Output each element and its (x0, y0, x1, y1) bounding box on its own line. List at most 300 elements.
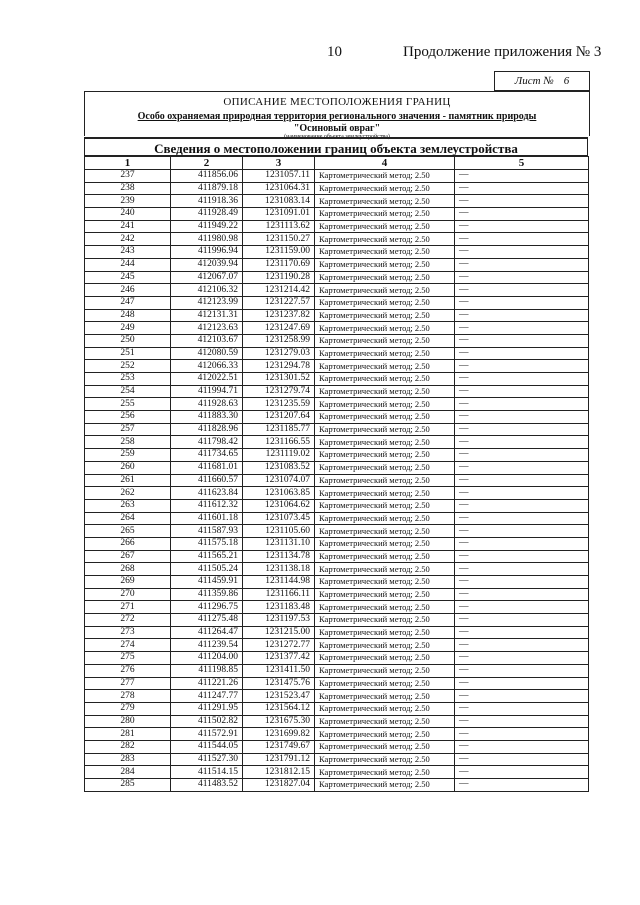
x-coordinate-cell: 411612.32 (171, 499, 243, 512)
x-coordinate-cell: 411798.42 (171, 436, 243, 449)
description-cell: — (455, 208, 589, 221)
table-row (85, 195, 589, 208)
point-number-cell: 272 (85, 614, 171, 627)
method-cell: Картометрический метод; 2.50 (315, 499, 455, 512)
point-number-cell: 279 (85, 702, 171, 715)
point-number-cell: 249 (85, 322, 171, 335)
method-cell: Картометрический метод; 2.50 (315, 170, 455, 183)
y-coordinate-cell: 1231064.62 (243, 499, 315, 512)
appendix-title: Продолжение приложения № 3 (403, 44, 602, 60)
y-coordinate-cell: 1231791.12 (243, 753, 315, 766)
x-coordinate-cell: 411275.48 (171, 614, 243, 627)
y-coordinate-cell: 1231190.28 (243, 271, 315, 284)
y-coordinate-cell: 1231812.15 (243, 766, 315, 779)
method-cell: Картометрический метод; 2.50 (315, 487, 455, 500)
y-coordinate-cell: 1231214.42 (243, 284, 315, 297)
method-cell: Картометрический метод; 2.50 (315, 525, 455, 538)
table-row (85, 588, 589, 601)
method-cell: Картометрический метод; 2.50 (315, 766, 455, 779)
y-coordinate-cell: 1231301.52 (243, 373, 315, 386)
x-coordinate-cell: 411996.94 (171, 246, 243, 259)
y-coordinate-cell: 1231294.78 (243, 360, 315, 373)
description-cell: — (455, 677, 589, 690)
description-cell: — (455, 385, 589, 398)
description-cell: — (455, 461, 589, 474)
x-coordinate-cell: 411601.18 (171, 512, 243, 525)
table-row (85, 537, 589, 550)
method-cell: Картометрический метод; 2.50 (315, 512, 455, 525)
x-coordinate-cell: 412022.51 (171, 373, 243, 386)
point-number-cell: 237 (85, 170, 171, 183)
description-cell: — (455, 779, 589, 792)
point-number-cell: 274 (85, 639, 171, 652)
description-cell: — (455, 423, 589, 436)
table-row (85, 246, 589, 259)
table-row (85, 512, 589, 525)
table-row (85, 677, 589, 690)
column-header: 2 (171, 157, 243, 170)
document-header (84, 91, 590, 140)
table-row (85, 499, 589, 512)
y-coordinate-cell: 1231197.53 (243, 614, 315, 627)
table-row (85, 347, 589, 360)
point-number-cell: 240 (85, 208, 171, 221)
table-row (85, 601, 589, 614)
point-number-cell: 285 (85, 779, 171, 792)
x-coordinate-cell: 411459.91 (171, 576, 243, 589)
page-number: 10 (327, 44, 342, 60)
y-coordinate-cell: 1231134.78 (243, 550, 315, 563)
point-number-cell: 280 (85, 715, 171, 728)
table-row (85, 474, 589, 487)
description-cell: — (455, 690, 589, 703)
point-number-cell: 243 (85, 246, 171, 259)
y-coordinate-cell: 1231827.04 (243, 779, 315, 792)
description-cell: — (455, 284, 589, 297)
table-row (85, 639, 589, 652)
method-cell: Картометрический метод; 2.50 (315, 258, 455, 271)
x-coordinate-cell: 411734.65 (171, 449, 243, 462)
x-coordinate-cell: 411879.18 (171, 182, 243, 195)
point-number-cell: 251 (85, 347, 171, 360)
object-name: "Осиновый овраг" (293, 123, 381, 134)
description-cell: — (455, 639, 589, 652)
point-number-cell: 253 (85, 373, 171, 386)
table-row (85, 385, 589, 398)
x-coordinate-cell: 411949.22 (171, 220, 243, 233)
table-row (85, 652, 589, 665)
x-coordinate-cell: 411544.05 (171, 740, 243, 753)
x-coordinate-cell: 411883.30 (171, 411, 243, 424)
x-coordinate-cell: 412131.31 (171, 309, 243, 322)
point-number-cell: 276 (85, 664, 171, 677)
x-coordinate-cell: 411264.47 (171, 626, 243, 639)
table-row (85, 626, 589, 639)
method-cell: Картометрический метод; 2.50 (315, 537, 455, 550)
table-row (85, 449, 589, 462)
y-coordinate-cell: 1231475.76 (243, 677, 315, 690)
method-cell: Картометрический метод; 2.50 (315, 728, 455, 741)
method-cell: Картометрический метод; 2.50 (315, 284, 455, 297)
description-cell: — (455, 626, 589, 639)
description-cell: — (455, 702, 589, 715)
table-row (85, 284, 589, 297)
table-row (85, 779, 589, 792)
x-coordinate-cell: 412123.63 (171, 322, 243, 335)
method-cell: Картометрический метод; 2.50 (315, 601, 455, 614)
description-cell: — (455, 576, 589, 589)
method-cell: Картометрический метод; 2.50 (315, 715, 455, 728)
y-coordinate-cell: 1231377.42 (243, 652, 315, 665)
point-number-cell: 254 (85, 385, 171, 398)
table-row (85, 170, 589, 183)
description-cell: — (455, 588, 589, 601)
point-number-cell: 264 (85, 512, 171, 525)
x-coordinate-cell: 411204.00 (171, 652, 243, 665)
method-cell: Картометрический метод; 2.50 (315, 626, 455, 639)
table-row (85, 576, 589, 589)
table-row (85, 411, 589, 424)
description-cell: — (455, 728, 589, 741)
x-coordinate-cell: 411587.93 (171, 525, 243, 538)
description-cell: — (455, 449, 589, 462)
x-coordinate-cell: 411239.54 (171, 639, 243, 652)
table-row (85, 690, 589, 703)
point-number-cell: 278 (85, 690, 171, 703)
y-coordinate-cell: 1231258.99 (243, 334, 315, 347)
description-cell: — (455, 715, 589, 728)
description-cell: — (455, 499, 589, 512)
method-cell: Картометрический метод; 2.50 (315, 296, 455, 309)
method-cell: Картометрический метод; 2.50 (315, 690, 455, 703)
table-row (85, 715, 589, 728)
table-row (85, 182, 589, 195)
method-cell: Картометрический метод; 2.50 (315, 779, 455, 792)
description-cell: — (455, 360, 589, 373)
description-cell: — (455, 652, 589, 665)
column-header: 3 (243, 157, 315, 170)
description-cell: — (455, 563, 589, 576)
y-coordinate-cell: 1231237.82 (243, 309, 315, 322)
description-cell: — (455, 436, 589, 449)
table-row (85, 271, 589, 284)
point-number-cell: 275 (85, 652, 171, 665)
x-coordinate-cell: 412080.59 (171, 347, 243, 360)
point-number-cell: 242 (85, 233, 171, 246)
method-cell: Картометрический метод; 2.50 (315, 398, 455, 411)
y-coordinate-cell: 1231091.01 (243, 208, 315, 221)
x-coordinate-cell: 411681.01 (171, 461, 243, 474)
description-cell: — (455, 271, 589, 284)
point-number-cell: 238 (85, 182, 171, 195)
x-coordinate-cell: 411828.96 (171, 423, 243, 436)
table-row (85, 525, 589, 538)
point-number-cell: 257 (85, 423, 171, 436)
method-cell: Картометрический метод; 2.50 (315, 385, 455, 398)
point-number-cell: 239 (85, 195, 171, 208)
x-coordinate-cell: 412039.94 (171, 258, 243, 271)
table-row (85, 740, 589, 753)
method-cell: Картометрический метод; 2.50 (315, 360, 455, 373)
point-number-cell: 283 (85, 753, 171, 766)
table-row (85, 360, 589, 373)
table-row (85, 296, 589, 309)
point-number-cell: 259 (85, 449, 171, 462)
description-cell: — (455, 550, 589, 563)
description-cell: — (455, 296, 589, 309)
document-subtitle: Особо охраняемая природная территория регионального значения - памятник природы (137, 111, 537, 122)
column-header: 4 (315, 157, 455, 170)
description-cell: — (455, 170, 589, 183)
description-cell: — (455, 537, 589, 550)
description-cell: — (455, 233, 589, 246)
method-cell: Картометрический метод; 2.50 (315, 550, 455, 563)
point-number-cell: 265 (85, 525, 171, 538)
x-coordinate-cell: 411928.49 (171, 208, 243, 221)
description-cell: — (455, 601, 589, 614)
y-coordinate-cell: 1231105.60 (243, 525, 315, 538)
table-row (85, 233, 589, 246)
description-cell: — (455, 195, 589, 208)
description-cell: — (455, 246, 589, 259)
description-cell: — (455, 766, 589, 779)
sheet-number-box (494, 71, 590, 91)
sheet-label: Лист № (514, 75, 554, 87)
x-coordinate-cell: 411856.06 (171, 170, 243, 183)
point-number-cell: 271 (85, 601, 171, 614)
boundary-points-table (84, 156, 589, 792)
method-cell: Картометрический метод; 2.50 (315, 677, 455, 690)
y-coordinate-cell: 1231074.07 (243, 474, 315, 487)
method-cell: Картометрический метод; 2.50 (315, 702, 455, 715)
description-cell: — (455, 512, 589, 525)
y-coordinate-cell: 1231279.74 (243, 385, 315, 398)
sheet-number: 6 (563, 75, 570, 87)
table-row (85, 702, 589, 715)
x-coordinate-cell: 412067.07 (171, 271, 243, 284)
y-coordinate-cell: 1231144.98 (243, 576, 315, 589)
table-row (85, 563, 589, 576)
method-cell: Картометрический метод; 2.50 (315, 334, 455, 347)
point-number-cell: 263 (85, 499, 171, 512)
description-cell: — (455, 373, 589, 386)
point-number-cell: 268 (85, 563, 171, 576)
point-number-cell: 244 (85, 258, 171, 271)
x-coordinate-cell: 411505.24 (171, 563, 243, 576)
description-cell: — (455, 398, 589, 411)
method-cell: Картометрический метод; 2.50 (315, 449, 455, 462)
y-coordinate-cell: 1231119.02 (243, 449, 315, 462)
y-coordinate-cell: 1231131.10 (243, 537, 315, 550)
x-coordinate-cell: 411572.91 (171, 728, 243, 741)
y-coordinate-cell: 1231063.85 (243, 487, 315, 500)
x-coordinate-cell: 411918.36 (171, 195, 243, 208)
point-number-cell: 260 (85, 461, 171, 474)
method-cell: Картометрический метод; 2.50 (315, 664, 455, 677)
description-cell: — (455, 487, 589, 500)
document-title: ОПИСАНИЕ МЕСТОПОЛОЖЕНИЯ ГРАНИЦ (223, 96, 451, 108)
point-number-cell: 284 (85, 766, 171, 779)
table-row (85, 208, 589, 221)
table-row (85, 614, 589, 627)
method-cell: Картометрический метод; 2.50 (315, 322, 455, 335)
x-coordinate-cell: 411359.86 (171, 588, 243, 601)
table-row (85, 309, 589, 322)
table-row (85, 461, 589, 474)
x-coordinate-cell: 412103.67 (171, 334, 243, 347)
point-number-cell: 270 (85, 588, 171, 601)
description-cell: — (455, 309, 589, 322)
method-cell: Картометрический метод; 2.50 (315, 423, 455, 436)
point-number-cell: 246 (85, 284, 171, 297)
table-row (85, 258, 589, 271)
point-number-cell: 267 (85, 550, 171, 563)
table-row (85, 753, 589, 766)
y-coordinate-cell: 1231083.52 (243, 461, 315, 474)
method-cell: Картометрический метод; 2.50 (315, 461, 455, 474)
method-cell: Картометрический метод; 2.50 (315, 614, 455, 627)
y-coordinate-cell: 1231183.48 (243, 601, 315, 614)
y-coordinate-cell: 1231215.00 (243, 626, 315, 639)
x-coordinate-cell: 411502.82 (171, 715, 243, 728)
description-cell: — (455, 525, 589, 538)
description-cell: — (455, 334, 589, 347)
table-row (85, 398, 589, 411)
y-coordinate-cell: 1231247.69 (243, 322, 315, 335)
description-cell: — (455, 740, 589, 753)
description-cell: — (455, 347, 589, 360)
x-coordinate-cell: 411514.15 (171, 766, 243, 779)
x-coordinate-cell: 411291.95 (171, 702, 243, 715)
point-number-cell: 262 (85, 487, 171, 500)
description-cell: — (455, 322, 589, 335)
x-coordinate-cell: 411247.77 (171, 690, 243, 703)
y-coordinate-cell: 1231272.77 (243, 639, 315, 652)
table-row (85, 728, 589, 741)
method-cell: Картометрический метод; 2.50 (315, 474, 455, 487)
table-row (85, 334, 589, 347)
column-header: 5 (455, 157, 589, 170)
method-cell: Картометрический метод; 2.50 (315, 233, 455, 246)
description-cell: — (455, 753, 589, 766)
x-coordinate-cell: 412066.33 (171, 360, 243, 373)
method-cell: Картометрический метод; 2.50 (315, 208, 455, 221)
table-row (85, 373, 589, 386)
method-cell: Картометрический метод; 2.50 (315, 195, 455, 208)
method-cell: Картометрический метод; 2.50 (315, 652, 455, 665)
y-coordinate-cell: 1231523.47 (243, 690, 315, 703)
x-coordinate-cell: 411623.84 (171, 487, 243, 500)
point-number-cell: 266 (85, 537, 171, 550)
method-cell: Картометрический метод; 2.50 (315, 436, 455, 449)
x-coordinate-cell: 411296.75 (171, 601, 243, 614)
table-row (85, 322, 589, 335)
y-coordinate-cell: 1231170.69 (243, 258, 315, 271)
point-number-cell: 261 (85, 474, 171, 487)
y-coordinate-cell: 1231057.11 (243, 170, 315, 183)
point-number-cell: 245 (85, 271, 171, 284)
method-cell: Картометрический метод; 2.50 (315, 563, 455, 576)
column-header: 1 (85, 157, 171, 170)
y-coordinate-cell: 1231235.59 (243, 398, 315, 411)
method-cell: Картометрический метод; 2.50 (315, 753, 455, 766)
x-coordinate-cell: 411527.30 (171, 753, 243, 766)
x-coordinate-cell: 412123.99 (171, 296, 243, 309)
table-row (85, 766, 589, 779)
table-header-row (85, 157, 589, 170)
point-number-cell: 281 (85, 728, 171, 741)
table-row (85, 487, 589, 500)
x-coordinate-cell: 411221.26 (171, 677, 243, 690)
table-row (85, 423, 589, 436)
y-coordinate-cell: 1231207.64 (243, 411, 315, 424)
point-number-cell: 273 (85, 626, 171, 639)
x-coordinate-cell: 411575.18 (171, 537, 243, 550)
point-number-cell: 256 (85, 411, 171, 424)
y-coordinate-cell: 1231699.82 (243, 728, 315, 741)
y-coordinate-cell: 1231279.03 (243, 347, 315, 360)
description-cell: — (455, 182, 589, 195)
point-number-cell: 250 (85, 334, 171, 347)
y-coordinate-cell: 1231159.00 (243, 246, 315, 259)
x-coordinate-cell: 412106.32 (171, 284, 243, 297)
method-cell: Картометрический метод; 2.50 (315, 576, 455, 589)
point-number-cell: 269 (85, 576, 171, 589)
method-cell: Картометрический метод; 2.50 (315, 639, 455, 652)
method-cell: Картометрический метод; 2.50 (315, 182, 455, 195)
table-row (85, 220, 589, 233)
description-cell: — (455, 411, 589, 424)
y-coordinate-cell: 1231749.67 (243, 740, 315, 753)
table-row (85, 550, 589, 563)
y-coordinate-cell: 1231150.27 (243, 233, 315, 246)
y-coordinate-cell: 1231083.14 (243, 195, 315, 208)
x-coordinate-cell: 411928.63 (171, 398, 243, 411)
description-cell: — (455, 258, 589, 271)
x-coordinate-cell: 411980.98 (171, 233, 243, 246)
method-cell: Картометрический метод; 2.50 (315, 347, 455, 360)
y-coordinate-cell: 1231073.45 (243, 512, 315, 525)
y-coordinate-cell: 1231166.11 (243, 588, 315, 601)
point-number-cell: 258 (85, 436, 171, 449)
description-cell: — (455, 220, 589, 233)
table-row (85, 664, 589, 677)
method-cell: Картометрический метод; 2.50 (315, 588, 455, 601)
y-coordinate-cell: 1231138.18 (243, 563, 315, 576)
x-coordinate-cell: 411660.57 (171, 474, 243, 487)
y-coordinate-cell: 1231113.62 (243, 220, 315, 233)
section-title: Сведения о местоположении границ объекта землеустройства (84, 137, 588, 156)
y-coordinate-cell: 1231675.30 (243, 715, 315, 728)
x-coordinate-cell: 411994.71 (171, 385, 243, 398)
method-cell: Картометрический метод; 2.50 (315, 411, 455, 424)
table-row (85, 436, 589, 449)
y-coordinate-cell: 1231166.55 (243, 436, 315, 449)
point-number-cell: 252 (85, 360, 171, 373)
method-cell: Картометрический метод; 2.50 (315, 271, 455, 284)
object-caption: (наименование объекта землеустройства) (284, 134, 390, 140)
method-cell: Картометрический метод; 2.50 (315, 220, 455, 233)
description-cell: — (455, 474, 589, 487)
y-coordinate-cell: 1231411.50 (243, 664, 315, 677)
point-number-cell: 247 (85, 296, 171, 309)
point-number-cell: 255 (85, 398, 171, 411)
x-coordinate-cell: 411565.21 (171, 550, 243, 563)
y-coordinate-cell: 1231064.31 (243, 182, 315, 195)
method-cell: Картометрический метод; 2.50 (315, 309, 455, 322)
point-number-cell: 241 (85, 220, 171, 233)
method-cell: Картометрический метод; 2.50 (315, 740, 455, 753)
